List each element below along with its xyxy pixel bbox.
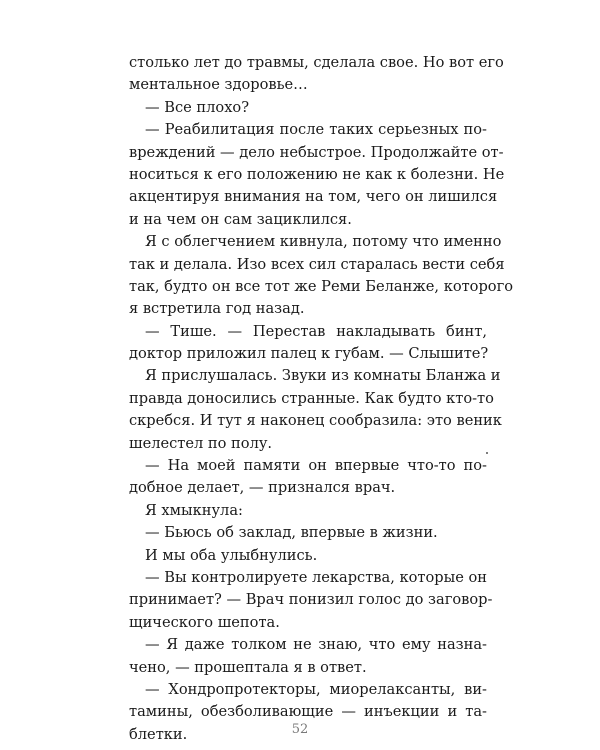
text-line: тамины, обезболивающие — инъекции и та- [129, 703, 487, 721]
text-line: носиться к его положению не как к болезни. Не [129, 165, 505, 183]
text-line: скребся. И тут я наконец сообразила: это веник [129, 412, 502, 430]
body-text [129, 52, 514, 746]
text-line: так и делала. Изо всех сил старалась вести себя [129, 255, 505, 273]
text-line: — На моей памяти он впервые что-то по- [145, 457, 487, 475]
text-line: щического шепота. [129, 613, 280, 631]
text-line: Я с облегчением кивнула, потому что именно [145, 233, 502, 251]
text-line: так, будто он все тот же Реми Беланже, которого [129, 277, 514, 295]
text-line: и на чем он сам зациклился. [129, 210, 352, 228]
text-line: вреждений — дело небыстрое. Продолжайте от- [129, 143, 504, 161]
text-line: Я прислушалась. Звуки из комнаты Бланжа и [145, 367, 501, 385]
text-line: доктор приложил палец к губам. — Слышите? [129, 345, 489, 363]
text-line: ментальное здоровье… [129, 76, 308, 94]
text-line: — Бьюсь об заклад, впервые в жизни. [145, 524, 438, 542]
text-line: — Вы контролируете лекарства, которые он [145, 568, 487, 586]
text-line: столько лет до травмы, сделала свое. Но вот его [129, 54, 504, 71]
page-number: 52 [291, 722, 309, 737]
text-line: Я хмыкнула: [145, 501, 243, 519]
text-line: чено, — прошептала я в ответ. [129, 658, 367, 676]
text-line: — Я даже толком не знаю, что ему назна- [145, 636, 487, 654]
text-line: я встретила год назад. [129, 300, 305, 318]
text-line: принимает? — Врач понизил голос до заговор- [129, 591, 493, 609]
text-line: — Реабилитация после таких серьезных по- [145, 121, 487, 139]
text-line: И мы оба улыбнулись. [145, 546, 318, 564]
text-line: — Тише. — Перестав накладывать бинт, [145, 322, 487, 340]
text-line: акцентируя внимания на том, чего он лишился [129, 188, 498, 206]
text-line: — Все плохо? [145, 98, 250, 116]
text-line: добное делает, — признался врач. [129, 479, 396, 497]
text-line: блетки. [129, 725, 188, 743]
print-speck [486, 452, 488, 454]
text-line: правда доносились странные. Как будто кто-то [129, 389, 494, 407]
text-line: — Хондропротекторы, миорелаксанты, ви- [145, 680, 487, 698]
text-line: шелестел по полу. [129, 434, 273, 452]
